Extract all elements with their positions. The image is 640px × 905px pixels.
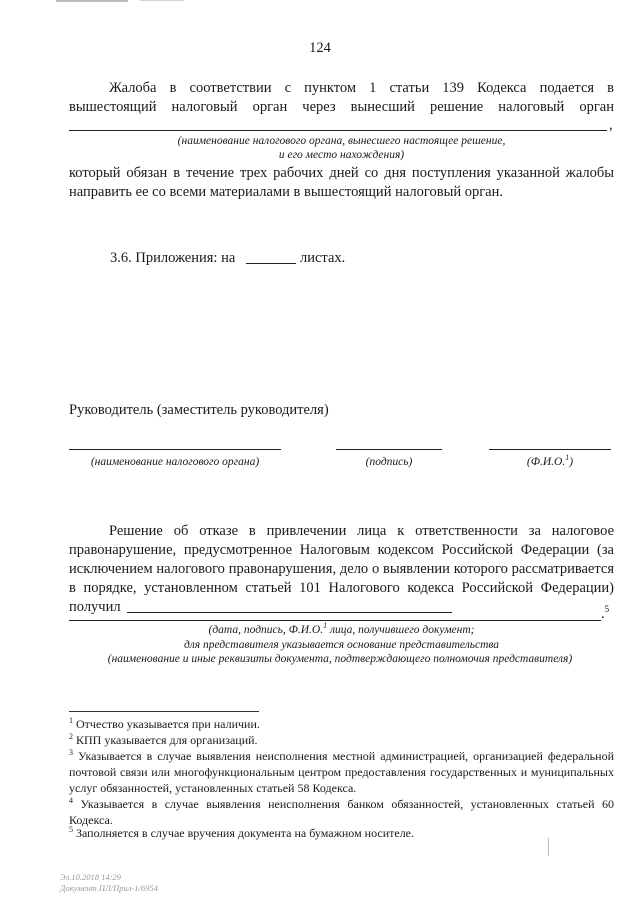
footnote-text: КПП указывается для организаций. — [76, 733, 258, 747]
tax-authority-field-line[interactable] — [69, 130, 607, 131]
footnote-3 — [69, 748, 614, 796]
received-label: получил — [69, 599, 121, 615]
receipt-line-3: исключением налогового правонарушения, дело о выявлении которого рассматривается — [69, 561, 614, 577]
document-stamp-line-1: Эл.10.2018 14:29 — [60, 872, 121, 882]
fio-caption-footnote-ref: 1 — [565, 453, 570, 463]
receipt-line-2: правонарушение, предусмотренное Налоговым кодексом Российской Федерации (за — [69, 542, 614, 558]
signature-caption: (подпись) — [365, 456, 413, 468]
footnote-number: 5 — [69, 825, 73, 834]
received-footnote-ref: 5 — [604, 604, 610, 615]
authority-name-field[interactable] — [69, 449, 281, 450]
signature-field[interactable] — [336, 449, 442, 450]
footnote-number: 2 — [69, 732, 73, 741]
fio-caption-text: (Ф.И.О. — [526, 456, 566, 468]
signature-title: Руководитель (заместитель руководителя) — [69, 402, 329, 418]
footnote-number: 3 — [69, 748, 73, 757]
receipt-line-4: в порядке, установленном статьей 101 Налогового кодекса Российской Федерации) — [69, 580, 614, 596]
received-end-mark — [601, 605, 609, 624]
complaint-line-1: Жалоба в соответствии с пунктом 1 статьи 139 Кодекса подается в — [109, 80, 614, 96]
received-field-line-1[interactable] — [127, 612, 452, 613]
tax-authority-caption-2: и его место нахождения) — [278, 149, 405, 161]
complaint-line-2: вышестоящий налоговый орган через вынесший решение налоговый орган — [69, 99, 614, 115]
footnote-2 — [69, 732, 614, 748]
received-end-period: . — [601, 606, 605, 622]
complaint-line-4: направить ее со всеми материалами в вышестоящий налоговый орган. — [69, 184, 503, 200]
footnote-separator — [69, 711, 259, 712]
footnote-4 — [69, 796, 614, 828]
footnote-text: Отчество указывается при наличии. — [76, 717, 260, 731]
appendix-suffix: листах. — [300, 250, 346, 266]
received-field-line-2[interactable] — [69, 620, 601, 621]
appendix-sheets-field[interactable] — [246, 263, 296, 264]
fio-caption-end: ) — [569, 456, 574, 468]
scan-artifact-line — [56, 0, 128, 2]
footnote-1 — [69, 716, 614, 732]
receipt-caption-3: (наименование и иные реквизиты документа, подтверждающего полномочия представителя) — [107, 653, 573, 665]
fio-field[interactable] — [489, 449, 611, 450]
footnote-number: 4 — [69, 796, 73, 805]
footnote-number: 1 — [69, 716, 73, 725]
footnote-text: Указывается в случае выявления неисполнения местной администрацией, организацией федеральной почтовой связи или многофункциональным центром предоставления государственных и муниципальных услуг обязанностей, установленных статьей 58 Кодекса. — [69, 749, 614, 795]
authority-name-caption: (наименование налогового органа) — [90, 456, 260, 468]
receipt-line-1: Решение об отказе в привлечении лица к ответственности за налоговое — [109, 523, 614, 539]
scan-mark — [548, 838, 549, 856]
document-stamp-line-2: Документ ПЛ/Прил-1/6954 — [60, 883, 158, 893]
appendix-prefix: 3.6. Приложения: на — [110, 250, 236, 266]
receipt-caption-footnote-ref: 1 — [323, 621, 328, 631]
tax-authority-caption-1: (наименование налогового органа, вынесшего настоящее решение, — [177, 135, 506, 147]
complaint-comma: , — [609, 117, 613, 133]
scan-artifact-line — [140, 0, 184, 1]
receipt-caption-1 — [69, 623, 614, 637]
footnote-5 — [69, 825, 614, 841]
complaint-line-3: который обязан в течение трех рабочих дней со дня поступления указанной жалобы — [69, 165, 614, 181]
receipt-caption-2: для представителя указывается основание представительства — [183, 639, 500, 651]
receipt-caption-1-post: лица, получившего документ; — [327, 624, 475, 636]
footnote-text: Указывается в случае выявления неисполнения банком обязанностей, установленных статьей 60 Кодекса. — [69, 797, 615, 827]
receipt-caption-1-pre: (дата, подпись, Ф.И.О. — [208, 624, 324, 636]
fio-caption — [489, 455, 611, 469]
page-number: 124 — [309, 40, 331, 56]
footnote-text: Заполняется в случае вручения документа на бумажном носителе. — [76, 826, 415, 840]
